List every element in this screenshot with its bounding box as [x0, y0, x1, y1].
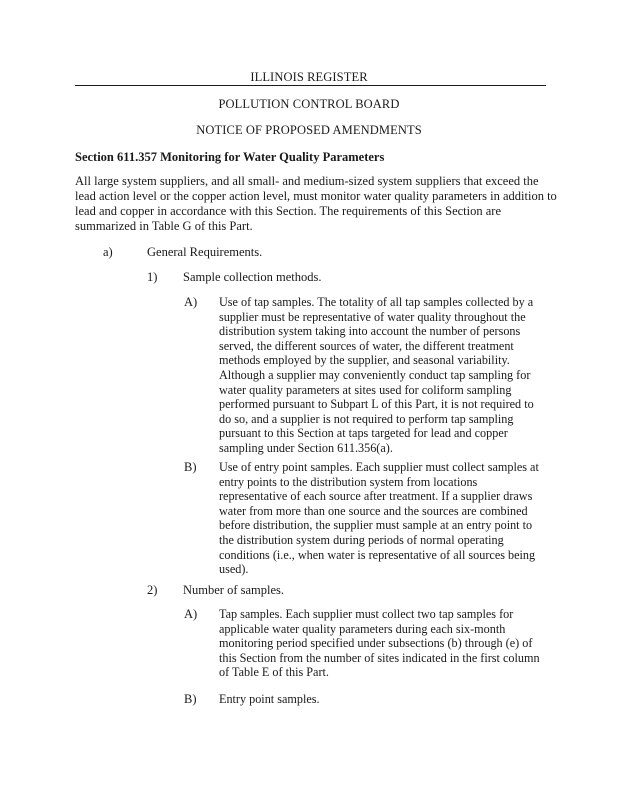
item-2b-marker: B) [184, 692, 197, 706]
para-line: representative of each source after treatment. If a supplier draws [219, 489, 533, 504]
intro-line: summarized in Table G of this Part. [75, 219, 253, 233]
board-name: POLLUTION CONTROL BOARD [218, 97, 400, 111]
section-title: Section 611.357 Monitoring for Water Quality Parameters [75, 150, 385, 164]
subsection-a-marker: a) [103, 245, 113, 259]
para-line: performed pursuant to Subpart L of this Part, it is not required to [219, 397, 534, 412]
item-1-marker: 1) [147, 270, 158, 284]
para-line: conditions (i.e., when water is representative of all sources being [219, 547, 536, 562]
item-1a-paragraph [219, 295, 549, 456]
para-line: this Section from the number of sites indicated in the first column [219, 650, 540, 665]
para-line: Tap samples. Each supplier must collect two tap samples for [219, 607, 514, 621]
para-line: Use of entry point samples. Each supplier must collect samples at [219, 460, 539, 474]
item-2a-marker: A) [184, 607, 198, 621]
para-line: methods employed by the supplier, and seasonal variability. [219, 353, 510, 368]
para-line: supplier must be representative of water quality throughout the [219, 309, 526, 324]
item-1b-marker: B) [184, 460, 197, 474]
para-line: water from more than one source and the sources are combined [219, 503, 528, 518]
intro-line: lead action level or the copper action level, must monitor water quality parameters in addition to [75, 189, 557, 203]
para-line: applicable water quality parameters during each six-month [219, 621, 506, 636]
para-line: before distribution, the supplier must sample at an entry point to [219, 518, 533, 533]
para-line: served, the different sources of water, the different treatment [219, 338, 514, 353]
item-1b-paragraph [219, 460, 549, 577]
item-1-heading: Sample collection methods. [183, 270, 322, 284]
item-2a-paragraph [219, 607, 549, 680]
para-line: pursuant to this Section at taps targeted for lead and copper [219, 426, 508, 441]
para-line: monitoring period specified under subsections (b) through (e) of [219, 636, 533, 651]
para-line: the distribution system during periods of normal operating [219, 532, 504, 547]
notice-title: NOTICE OF PROPOSED AMENDMENTS [196, 123, 422, 137]
item-1a-marker: A) [184, 295, 198, 309]
intro-line: All large system suppliers, and all small- and medium-sized system suppliers that exceed the [75, 174, 539, 188]
register-title: ILLINOIS REGISTER [250, 70, 368, 84]
para-line: entry points to the distribution system from locations [219, 474, 478, 489]
item-2-heading: Number of samples. [183, 583, 285, 597]
intro-line: lead and copper in accordance with this Section. The requirements of this Section are [75, 204, 502, 218]
item-2-marker: 2) [147, 583, 158, 597]
para-line: distribution system taking into account the number of persons [219, 324, 521, 339]
para-line: used). [219, 562, 249, 577]
header-rule [75, 85, 546, 86]
para-line: Use of tap samples. The totality of all tap samples collected by a [219, 295, 534, 309]
subsection-a-heading: General Requirements. [147, 245, 263, 259]
para-line: do so, and a supplier is not required to perform tap sampling [219, 411, 514, 426]
para-line: Although a supplier may conveniently conduct tap sampling for [219, 367, 531, 382]
item-2b-heading: Entry point samples. [219, 692, 320, 706]
para-line: of Table E of this Part. [219, 665, 329, 680]
para-line: water quality parameters at sites used for coliform sampling [219, 382, 512, 397]
intro-paragraph [75, 174, 557, 234]
para-line: sampling under Section 611.356(a). [219, 440, 393, 455]
